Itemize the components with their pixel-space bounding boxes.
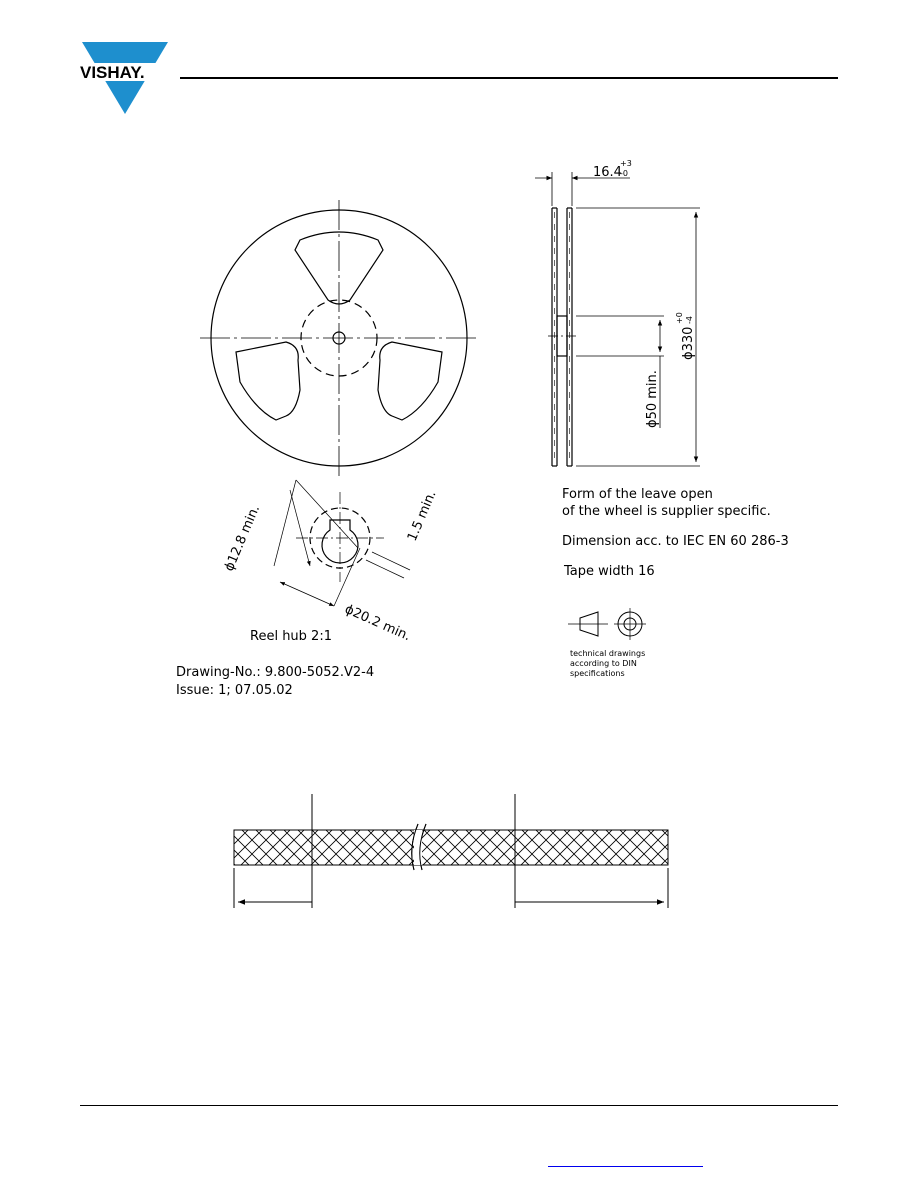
width-dimension-label: 16.4 [593, 165, 622, 180]
footer-rule [80, 1105, 838, 1106]
tape-hatched-band [234, 830, 668, 865]
footer-link[interactable] [548, 1149, 703, 1167]
reel-hub-detail [274, 480, 410, 606]
reel-window-right [378, 342, 442, 420]
outer-diameter-tol-minus: -4 [685, 316, 694, 324]
outer-diameter-label: ϕ330 [681, 326, 696, 360]
projection-symbol [568, 608, 646, 640]
width-tol-plus: +3 [620, 159, 632, 168]
reel-front-view [200, 200, 478, 478]
drawing-issue: Issue: 1; 07.05.02 [176, 683, 293, 698]
hub-slot-label: 1.5 min. [404, 488, 440, 544]
projection-note-3: specifications [570, 669, 625, 678]
drawing-number: Drawing-No.: 9.800-5052.V2-4 [176, 665, 375, 680]
hub-outer-diameter-label: ϕ20.2 min. [342, 601, 413, 645]
projection-note-1: technical drawings [570, 649, 646, 658]
hub-diameter-label: ϕ50 min. [645, 370, 660, 428]
reel-window-left [236, 342, 300, 420]
note-line-3: Dimension acc. to IEC EN 60 286-3 [562, 534, 789, 549]
logo-text: VISHAY. [80, 63, 145, 82]
note-line-1: Form of the leave open [562, 487, 713, 502]
width-tol-minus: -0 [620, 169, 628, 178]
tape-strip [234, 794, 668, 908]
note-line-2: of the wheel is supplier specific. [562, 504, 771, 519]
projection-note-2: according to DIN [570, 659, 637, 668]
hub-inner-diameter-label: ϕ12.8 min. [221, 502, 264, 574]
note-line-4: Tape width 16 [564, 564, 655, 579]
outer-diameter-tol-plus: +0 [675, 312, 684, 324]
hub-caption: Reel hub 2:1 [250, 629, 332, 644]
